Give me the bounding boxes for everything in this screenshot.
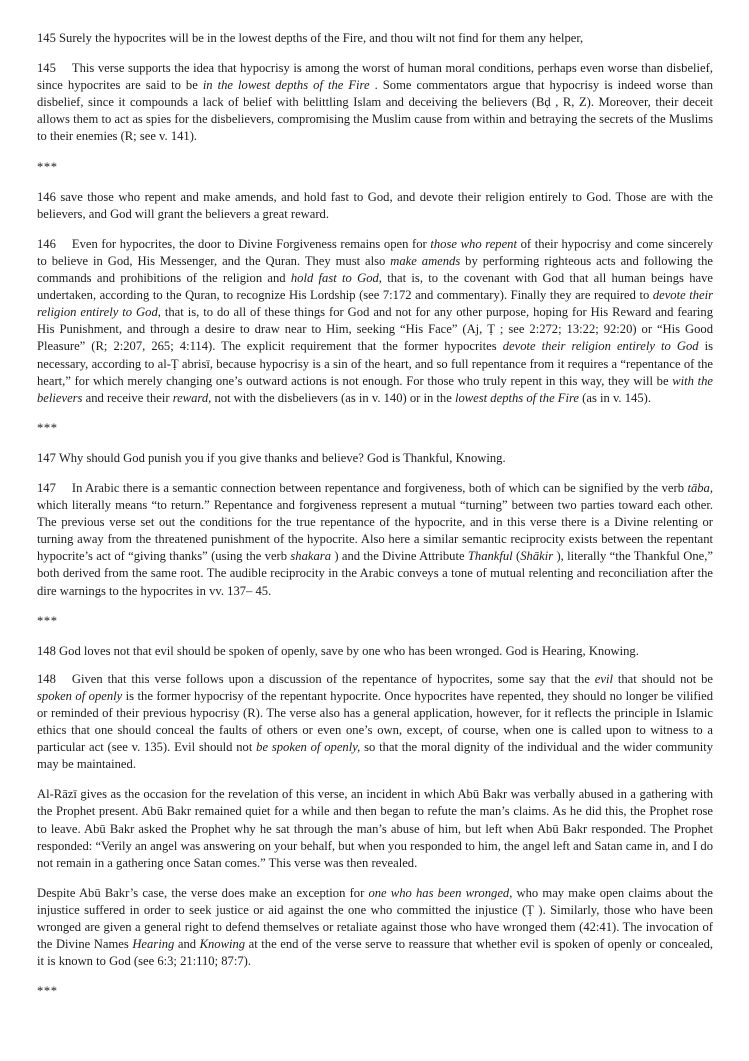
section-separator-3: *** xyxy=(37,613,58,628)
paragraph-razi-occasion: Al-Rāzī gives as the occasion for the revelation of this verse, an incident in which Abū Bakr was verbally abused in a gathering with the Prophet present. Abū Bakr remained quiet for a while and then began to refute the man’s claims. As he did this, the Prophet rose to leave. Abū Bakr asked the Prophet why he sat through the man’s abuse of him, but left when Abū Bakr responded. The Prophet responded: “Verily an angel was answering on your behalf, but when you responded to him, the angel left and Satan came in, and I do not remain in a gathering once Satan comes.” This verse was then revealed. xyxy=(37,787,713,870)
page-content xyxy=(37,30,713,1000)
commentary-text-148-a: Given that this verse follows upon a discussion of the repentance of hypocrites, some say that the xyxy=(71,671,595,686)
verse-number-146: 146 xyxy=(37,189,56,204)
spacer xyxy=(37,176,713,189)
verse-translation-146 xyxy=(37,189,713,223)
commentary-text-146-b: of their hypocrisy and come sincerely to believe in God, His Messenger, and the Quran. They must also xyxy=(37,236,713,268)
italic-phrase-147-2: shakara xyxy=(290,549,331,564)
italic-phrase-148-3: be spoken of openly, xyxy=(256,740,361,755)
spacer xyxy=(37,660,713,671)
verse-text-148: God loves not that evil should be spoken of openly, save by one who has been wronged. God is Hearing, Knowing. xyxy=(59,643,639,658)
italic-phrase-exception-2: Hearing xyxy=(132,937,175,952)
paragraph-exception-text-c: and xyxy=(174,937,200,952)
italic-phrase-146-5: devote their religion entirely to God xyxy=(502,339,699,354)
verse-text-145: Surely the hypocrites will be in the lowest depths of the Fire, and thou wilt not find for them any helper, xyxy=(59,31,584,45)
italic-phrase-147-1: tāba, xyxy=(687,480,713,495)
italic-phrase-145-1: in the lowest depths of the Fire xyxy=(202,78,370,93)
commentary-paragraph-146 xyxy=(37,236,713,407)
italic-phrase-147-3: Thankful xyxy=(467,549,513,564)
commentary-number-146: 146 xyxy=(37,236,56,251)
section-separator-1: *** xyxy=(37,159,58,174)
italic-phrase-146-3: hold fast to God, xyxy=(290,271,382,286)
commentary-number-145: 145 xyxy=(37,61,56,76)
section-separator-4: *** xyxy=(37,984,58,999)
paragraph-exception-text-d: at the end of the verse serve to reassure that whether evil is spoken of openly or concealed, it is known to God (see 6:3; 21:110; 87:7). xyxy=(37,937,714,969)
commentary-text-146-c: by performing righteous acts and following the commands and prohibitions of the religion and xyxy=(37,253,713,286)
spacer xyxy=(37,773,713,786)
spacer xyxy=(37,223,713,236)
spacer xyxy=(37,467,713,480)
commentary-text-147-b: which literally means “to return.” Repentance and forgiveness represent a mutual “turning” between two parties toward each other. The previous verse set out the conditions for the true repentance of the hypocrite, and in this verse there is a Divine relenting or turning away from the threatened punishment of the hypocrite. Also here a similar semantic reciprocity exists between the repentant hypocrite’s act of “giving thanks” (using the verb xyxy=(37,498,713,564)
commentary-paragraph-147 xyxy=(37,480,713,600)
commentary-text-146-g: and receive their xyxy=(82,390,173,405)
commentary-paragraph-148 xyxy=(37,671,713,774)
spacer xyxy=(37,146,713,159)
verse-number-148: 148 xyxy=(37,643,56,658)
verse-number-145: 145 xyxy=(37,31,56,45)
spacer xyxy=(37,407,713,420)
commentary-number-147: 147 xyxy=(37,480,56,495)
section-separator-2: *** xyxy=(37,420,58,435)
verse-text-146: save those who repent and make amends, and hold fast to God, and devote their religion entirely to God. Those are with the believers, and God will grant the believers a great reward. xyxy=(37,189,713,221)
commentary-text-146-e: that is, to do all of these things for God and not for any other purpose, hoping for His Reward and fearing His Punishment, and through a desire to draw near to Him, seeking “His Face” (Aj, Ṭ ; see 2:272; 13:22; 92:20) or “His Good Pleasure” (R; 2:207, 265; 4:114). The explicit requirement that the former hypocrites xyxy=(37,305,713,354)
commentary-text-147-c: ) and the Divine Attribute xyxy=(331,549,468,564)
verse-translation-147 xyxy=(37,450,713,467)
commentary-text-147-e: ), literally “the Thankful One,” both derived from the same root. The audible reciprocity in the Arabic conveys a tone of mutual relenting and reconciliation after the dire warnings to the hypocrites in vv. 137– 45. xyxy=(37,549,714,598)
italic-phrase-146-6: with the believers xyxy=(37,373,713,405)
commentary-text-148-d: so that the moral dignity of the individual and the wider community may be maintained. xyxy=(37,740,713,772)
italic-phrase-146-4: devote their religion entirely to God, xyxy=(37,288,713,320)
commentary-text-146-h: not with the disbelievers (as in v. 140) or in the xyxy=(211,390,455,405)
spacer xyxy=(37,600,713,613)
italic-phrase-148-2: spoken of openly xyxy=(37,688,123,703)
verse-text-147: Why should God punish you if you give thanks and believe? God is Thankful, Knowing. xyxy=(58,450,506,465)
verse-translation-148 xyxy=(37,643,713,660)
commentary-number-148: 148 xyxy=(37,671,56,686)
commentary-text-146-d: that is, to the covenant with God that all human beings have undertaken, according to the Quran, to recognize His Lordship (see 7:172 and commentary). Finally they are required to xyxy=(37,271,713,303)
spacer xyxy=(37,872,713,885)
italic-phrase-148-1: evil xyxy=(594,671,613,686)
spacer xyxy=(37,47,713,60)
commentary-text-146-a: Even for hypocrites, the door to Divine Forgiveness remains open for xyxy=(71,236,431,251)
italic-phrase-exception-3: Knowing xyxy=(199,937,246,952)
commentary-text-146-i: (as in v. 145). xyxy=(579,390,651,405)
verse-number-147: 147 xyxy=(37,450,56,465)
commentary-text-148-c: is the former hypocrisy of the repentant hypocrite. Once hypocrites have repented, they should no longer be vilified or reminded of their previous hypocrisy (R). The verse also has a general application, however, for it reflects the principle in Islamic ethics that one should conceal the faults of others or even one’s own, except, of course, when one is called upon to witness to a particular act (see v. 135). Evil should not xyxy=(37,688,713,755)
commentary-paragraph-145 xyxy=(37,60,713,145)
commentary-text-146-f: is necessary, according to al-Ṭ abrisī, because hypocrisy is a sin of the heart, and so full repentance from it requires a “repentance of the heart,” for which merely changing one’s outward actions is not enough. For those who truly repent in this way, they will be xyxy=(37,339,713,388)
commentary-text-145-b: . Some commentators argue that hypocrisy is indeed worse than disbelief, since it compounds a lack of belief with belittling Islam and deceiving the believers (Bḍ , R, Z). Moreover, their deceit allows them to act as spies for the disbelievers, compromising the Muslim cause from within and betraying the secrets of the Muslims to their enemies (R; see v. 141). xyxy=(37,78,713,144)
italic-phrase-146-7: reward, xyxy=(172,390,212,405)
italic-phrase-146-1: those who repent xyxy=(430,236,517,251)
paragraph-exception-text-a: Despite Abū Bakr’s case, the verse does make an exception for xyxy=(37,885,369,900)
verse-translation-145 xyxy=(37,30,713,47)
italic-phrase-146-2: make amends xyxy=(390,253,461,268)
italic-phrase-146-8: lowest depths of the Fire xyxy=(454,390,580,405)
spacer xyxy=(37,437,713,450)
paragraph-exception-text-b: who may make open claims about the injustice suffered in order to seek justice or aid against the one who committed the injustice (Ṭ ). Similarly, those who have been wronged are given a general right to defend themselves or retaliate against those who have wronged them (42:41). The invocation of the Divine Names xyxy=(37,885,713,952)
commentary-text-148-b: that should not be xyxy=(612,671,713,686)
paragraph-wronged-exception xyxy=(37,885,713,970)
commentary-text-147-d: ( xyxy=(512,549,521,564)
commentary-text-147-a: In Arabic there is a semantic connection between repentance and forgiveness, both of which can be signified by the verb xyxy=(71,480,688,495)
spacer xyxy=(37,970,713,983)
italic-phrase-exception-1: one who has been wronged, xyxy=(368,885,513,900)
italic-phrase-147-4: Shākir xyxy=(520,549,554,564)
commentary-text-145-a: This verse supports the idea that hypocrisy is among the worst of human moral conditions, perhaps even worse than disbelief, since hypocrites are said to be xyxy=(37,61,713,93)
spacer xyxy=(37,630,713,643)
